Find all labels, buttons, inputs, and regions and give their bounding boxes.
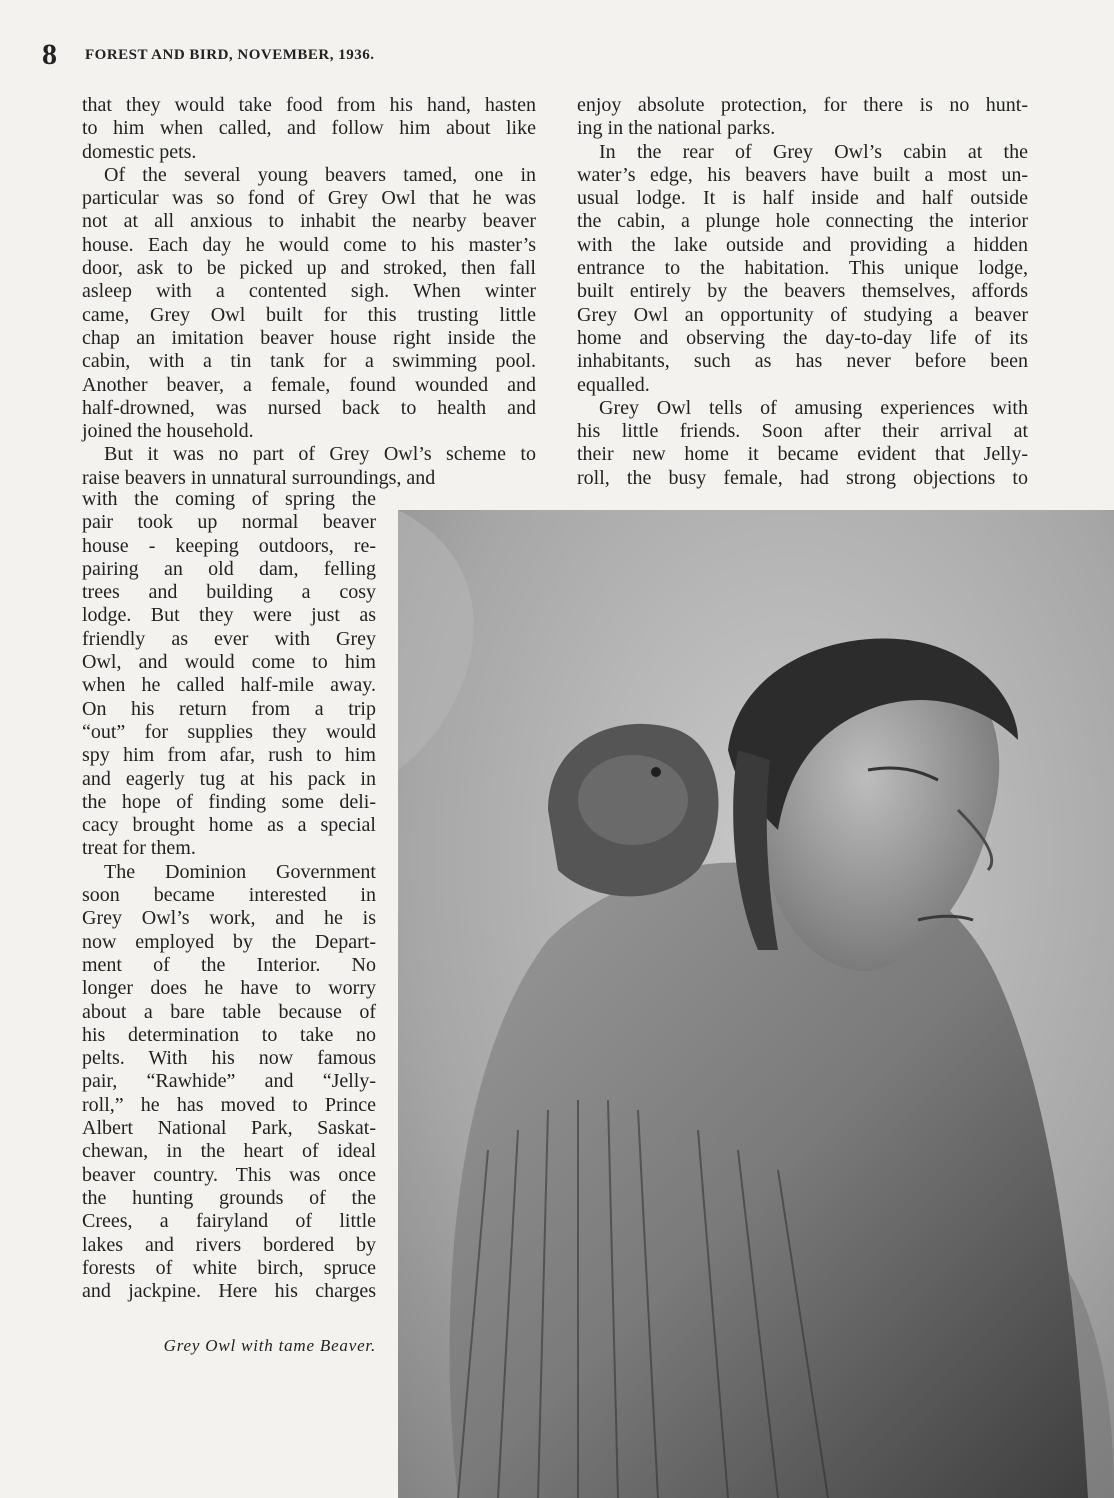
text-line: his determination to take no [82,1023,376,1046]
text-line: not at all anxious to inhabit the nearby beaver [82,210,536,233]
photo-illustration [398,510,1114,1498]
text-line: domestic pets. [82,140,197,163]
text-line: about a bare table because of [82,1000,376,1023]
text-line: raise beavers in unnatural surroundings, and [82,466,436,489]
text-line: ment of the Interior. No [82,953,376,976]
photo-caption: Grey Owl with tame Beaver. [163,1336,376,1355]
page-number: 8 [42,38,57,71]
text-line: chewan, in the heart of ideal [82,1140,376,1163]
text-line: longer does he have to worry [82,977,376,1000]
running-head: FOREST AND BIRD, NOVEMBER, 1936. [85,46,375,63]
paragraph [82,488,376,861]
text-line: Grey Owl tells of amusing experiences with [599,396,1028,419]
paragraph [577,397,1028,490]
text-line: enjoy absolute protection, for there is no hunt- [577,94,1028,116]
text-line: On his return from a trip [82,697,376,720]
text-line: when he called half-mile away. [82,674,376,697]
text-line: cacy brought home as a special [82,814,376,837]
text-line: Another beaver, a female, found wounded and [82,373,536,396]
text-line: lakes and rivers bordered by [82,1233,376,1256]
paragraph [577,141,1028,397]
text-line: the hope of finding some deli- [82,790,376,813]
text-line: usual lodge. It is half inside and half outside [577,187,1028,210]
text-line: their new home it became evident that Jelly- [577,443,1028,466]
text-line: Grey Owl’s work, and he is [82,907,376,930]
text-line: with the coming of spring the [82,488,376,510]
text-line: roll, the busy female, had strong objections to [577,466,1028,489]
text-line: door, ask to be picked up and stroked, then fall [82,257,536,280]
text-line: home and observing the day-to-day life of its [577,326,1028,349]
text-line: now employed by the Depart- [82,930,376,953]
text-line: But it was no part of Grey Owl’s scheme to [104,443,536,466]
text-line: house. Each day he would come to his master’s [82,233,536,256]
text-line: built entirely by the beavers themselves, affords [577,280,1028,303]
text-line: The Dominion Government [104,860,376,883]
text-line: inhabitants, such as has never before been [577,350,1028,373]
text-line: pair took up normal beaver [82,511,376,534]
text-line: the cabin, a plunge hole connecting the interior [577,210,1028,233]
text-line: joined the household. [82,420,254,443]
text-line: water’s edge, his beavers have built a most un- [577,163,1028,186]
text-line: equalled. [577,373,650,396]
page-header [42,38,375,72]
text-line: Of the several young beavers tamed, one in [104,163,536,186]
text-line: “out” for supplies they would [82,720,376,743]
text-line: forests of white birch, spruce [82,1256,376,1279]
text-line: half-drowned, was nursed back to health and [82,396,536,419]
text-line: spy him from afar, rush to him [82,744,376,767]
text-line: lodge. But they were just as [82,604,376,627]
text-line: the hunting grounds of the [82,1186,376,1209]
text-line: pair, “Rawhide” and “Jelly- [82,1070,376,1093]
text-line: Owl, and would come to him [82,651,376,674]
text-line: treat for them. [82,837,196,860]
text-line: pelts. With his now famous [82,1047,376,1070]
text-line: to him when called, and follow him about like [82,117,536,140]
paragraph [82,164,536,444]
article-column-left-top [82,94,536,490]
text-line: soon became interested in [82,884,376,907]
text-line: pairing an old dam, felling [82,557,376,580]
text-line: house - keeping outdoors, re- [82,534,376,557]
paragraph [82,94,536,164]
grey-owl-photo [398,510,1114,1498]
paragraph [82,861,376,1304]
text-line: chap an imitation beaver house right inside the [82,326,536,349]
text-line: and jackpine. Here his charges [82,1280,376,1303]
text-line: friendly as ever with Grey [82,627,376,650]
text-line: particular was so fond of Grey Owl that he was [82,187,536,210]
paragraph [82,443,536,490]
text-line: that they would take food from his hand, hasten [82,94,536,116]
text-line: entrance to the habitation. This unique lodge, [577,257,1028,280]
text-line: asleep with a contented sigh. When winter [82,280,536,303]
text-line: Albert National Park, Saskat- [82,1117,376,1140]
text-line: with the lake outside and providing a hidden [577,233,1028,256]
text-line: his little friends. Soon after their arrival at [577,420,1028,443]
text-line: came, Grey Owl built for this trusting little [82,303,536,326]
article-column-right [577,94,1028,490]
text-line: In the rear of Grey Owl’s cabin at the [599,140,1028,163]
text-line: and eagerly tug at his pack in [82,767,376,790]
text-line: trees and building a cosy [82,581,376,604]
text-line: beaver country. This was once [82,1163,376,1186]
text-line: Crees, a fairyland of little [82,1210,376,1233]
article-column-left-narrow [82,488,376,1303]
text-line: cabin, with a tin tank for a swimming pool. [82,350,536,373]
text-line: roll,” he has moved to Prince [82,1093,376,1116]
text-line: Grey Owl an opportunity of studying a beaver [577,303,1028,326]
text-line: ing in the national parks. [577,117,776,140]
paragraph [577,94,1028,141]
